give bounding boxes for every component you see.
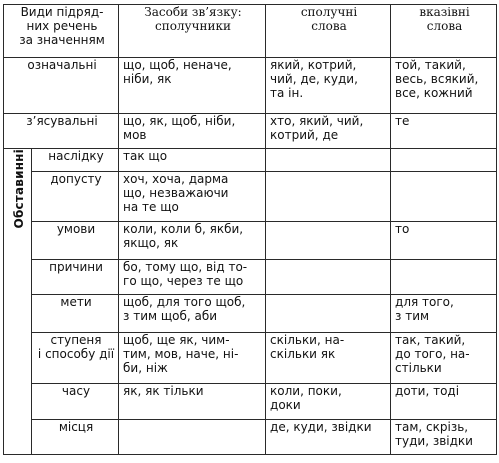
row-conjunctions: так що bbox=[119, 149, 266, 172]
table-row bbox=[4, 333, 497, 384]
row-conjunctive-words bbox=[266, 172, 391, 222]
row-conjunctive-words: скільки, на- скільки як bbox=[266, 333, 391, 384]
row-type: ступеня і способу дії bbox=[32, 333, 119, 384]
row-conjunctions bbox=[119, 420, 266, 455]
row-demonstrative-words: той, такий, весь, всякий, все, кожний bbox=[391, 58, 497, 114]
row-conjunctions: що, щоб, неначе, ніби, як bbox=[119, 58, 266, 114]
row-conjunctive-words bbox=[266, 149, 391, 172]
row-type: наслідку bbox=[32, 149, 119, 172]
row-type: часу bbox=[32, 384, 119, 420]
row-conjunctions: щоб, для того щоб, з тим щоб, аби bbox=[119, 295, 266, 333]
row-type: умови bbox=[32, 222, 119, 260]
table-row bbox=[4, 149, 497, 172]
subordinate-clauses-table bbox=[3, 4, 497, 455]
table-row bbox=[4, 384, 497, 420]
row-conjunctive-words bbox=[266, 260, 391, 295]
row-conjunctive-words: коли, поки, доки bbox=[266, 384, 391, 420]
header-conjunctions: Засоби зв’язку: сполучники bbox=[119, 5, 266, 58]
table-row bbox=[4, 58, 497, 114]
table-row bbox=[4, 295, 497, 333]
header-clause-types: Види підряд- них речень за значенням bbox=[4, 5, 119, 58]
row-conjunctions: як, як тільки bbox=[119, 384, 266, 420]
row-conjunctions: коли, коли б, якби, якщо, як bbox=[119, 222, 266, 260]
row-conjunctions: хоч, хоча, дарма що, незважаючи на те що bbox=[119, 172, 266, 222]
table-row bbox=[4, 114, 497, 149]
row-demonstrative-words bbox=[391, 149, 497, 172]
row-type: допусту bbox=[32, 172, 119, 222]
row-type: причини bbox=[32, 260, 119, 295]
row-conjunctive-words: де, куди, звідки bbox=[266, 420, 391, 455]
table-row bbox=[4, 172, 497, 222]
adverbial-group-label bbox=[4, 149, 32, 455]
row-conjunctive-words bbox=[266, 295, 391, 333]
row-demonstrative-words: для того, з тим bbox=[391, 295, 497, 333]
adverbial-label-text: Обставинні bbox=[11, 149, 26, 229]
header-conjunctive-words: сполучні слова bbox=[266, 5, 391, 58]
row-demonstrative-words bbox=[391, 260, 497, 295]
table-row bbox=[4, 222, 497, 260]
header-row bbox=[4, 5, 497, 58]
header-demonstrative-words: вказівні слова bbox=[391, 5, 497, 58]
row-demonstrative-words: те bbox=[391, 114, 497, 149]
row-type-explanatory: з’ясувальні bbox=[4, 114, 119, 149]
table-row bbox=[4, 260, 497, 295]
row-type: місця bbox=[32, 420, 119, 455]
row-type-attributive: означальні bbox=[4, 58, 119, 114]
row-type: мети bbox=[32, 295, 119, 333]
row-demonstrative-words: так, такий, до того, на- стільки bbox=[391, 333, 497, 384]
row-conjunctive-words: який, котрий, чий, де, куди, та ін. bbox=[266, 58, 391, 114]
row-conjunctions: бо, тому що, від то- го що, через те що bbox=[119, 260, 266, 295]
row-demonstrative-words bbox=[391, 172, 497, 222]
row-conjunctions: що, як, щоб, ніби, мов bbox=[119, 114, 266, 149]
row-conjunctive-words: хто, який, чий, котрий, де bbox=[266, 114, 391, 149]
row-demonstrative-words: доти, тоді bbox=[391, 384, 497, 420]
row-demonstrative-words: то bbox=[391, 222, 497, 260]
row-conjunctions: щоб, ще як, чим- тим, мов, наче, ні- би, ніж bbox=[119, 333, 266, 384]
table-row bbox=[4, 420, 497, 455]
row-conjunctive-words bbox=[266, 222, 391, 260]
row-demonstrative-words: там, скрізь, туди, звідки bbox=[391, 420, 497, 455]
